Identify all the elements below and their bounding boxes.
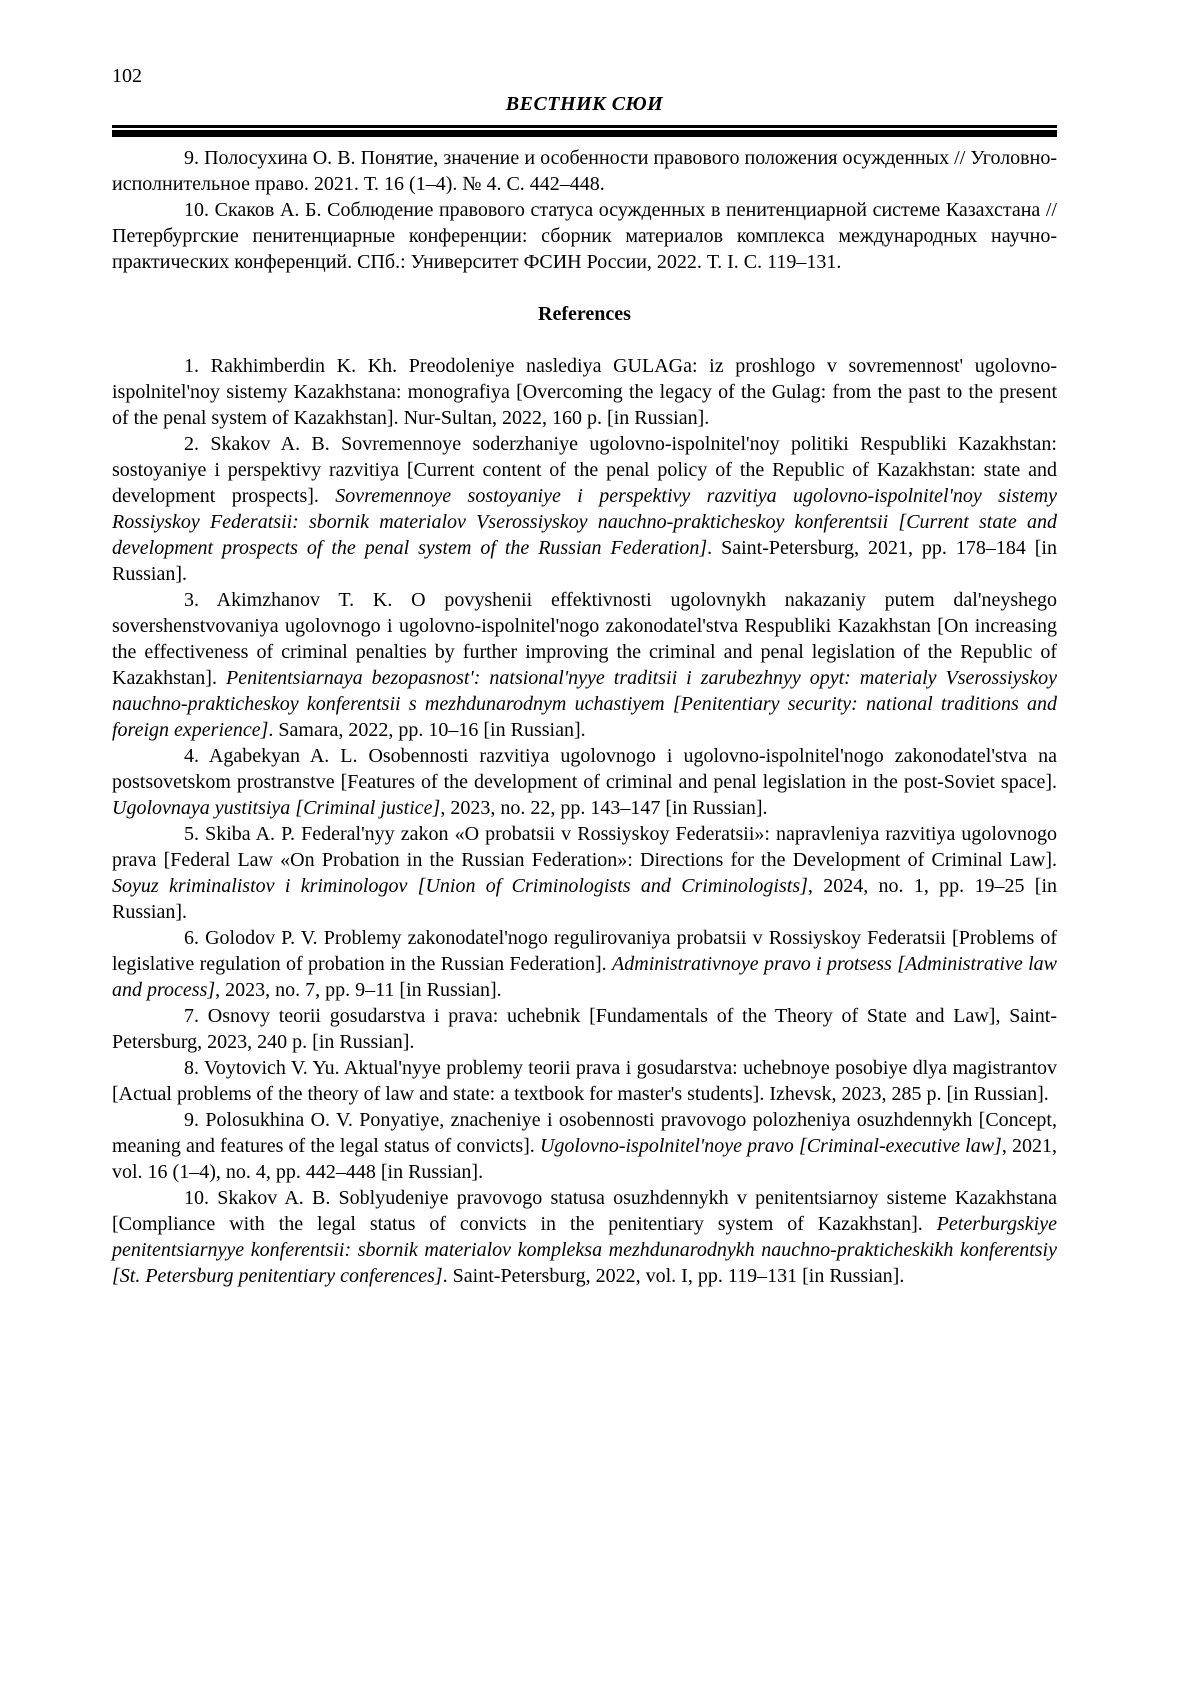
reference-source-title: Soyuz kriminalistov i kriminologov [Union of Criminologists and Criminologists] xyxy=(112,875,808,897)
reference-item xyxy=(112,1055,1057,1107)
reference-text: , 2024, no. 1, pp. 19–25 [in Russian]. xyxy=(112,875,1057,923)
reference-text: . Saint-Petersburg, 2021, pp. 178–184 [in Russian]. xyxy=(112,537,1057,585)
reference-item xyxy=(112,1185,1057,1289)
reference-item xyxy=(112,821,1057,925)
page-content xyxy=(112,0,1057,1289)
reference-item xyxy=(112,925,1057,1003)
reference-text: 10. Скаков А. Б. Соблюдение правового статуса осужденных в пенитенциарной системе Казахстана // Петербургские пенитенциарные конференции: сборник материалов комплекса международных научно-практических конференций. СПб.: Университет ФСИН России, 2022. Т. I. С. 119–131. xyxy=(112,199,1057,273)
reference-source-title: Peterburgskiye penitentsiarnyye konferentsii: sbornik materialov kompleksa mezhdunarodnykh nauchno-prakticheskikh konferentsiy [St. Petersburg penitentiary conferences] xyxy=(112,1213,1057,1287)
reference-source-title: Sovremennoye sostoyaniye i perspektivy razvitiya ugolovno-ispolnitel'noy sistemy Rossiyskoy Federatsii: sbornik materialov Vserossiyskoy nauchno-prakticheskoy konferentsii [Current state and development prospects of the penal system of the Russian Federation] xyxy=(112,485,1058,559)
reference-item xyxy=(112,1107,1057,1185)
reference-text: 1. Rakhimberdin K. Kh. Preodoleniye naslediya GULAGa: iz proshlogo v sovremennost' ugolovno-ispolnitel'noy sistemy Kazakhstana: monografiya [Overcoming the legacy of the Gulag: from the past to the present of the penal system of Kazakhstan]. Nur-Sultan, 2022, 160 p. [in Russian]. xyxy=(112,355,1057,429)
reference-source-title: Penitentsiarnaya bezopasnost': natsional'nyye traditsii i zarubezhnyy opyt: materialy Vserossiyskoy nauchno-prakticheskoy konferentsii s mezhdunarodnym uchastiyem [Penitentiary security: national traditions and foreign experience] xyxy=(112,667,1058,741)
reference-item xyxy=(112,743,1057,821)
reference-text: 6. Golodov P. V. Problemy zakonodatel'nogo regulirovaniya probatsii v Rossiyskoy Federatsii [Problems of legislative regulation of probation in the Russian Federation]. xyxy=(112,927,1057,975)
reference-source-title: Ugolovno-ispolnitel'noye pravo [Criminal-executive law] xyxy=(539,1135,1002,1157)
reference-text: . Samara, 2022, pp. 10–16 [in Russian]. xyxy=(268,719,586,741)
journal-header-title: ВЕСТНИК СЮИ xyxy=(505,93,664,115)
reference-text: 7. Osnovy teorii gosudarstva i prava: uchebnik [Fundamentals of the Theory of State and Law], Saint-Petersburg, 2023, 240 p. [in Russian]. xyxy=(112,1005,1057,1053)
reference-text: 9. Polosukhina O. V. Ponyatiye, znacheniye i osobennosti pravovogo polozheniya osuzhdennykh [Concept, meaning and features of the legal status of convicts]. xyxy=(112,1109,1057,1157)
header-double-rule xyxy=(112,125,1057,137)
reference-text: 8. Voytovich V. Yu. Aktual'nyye problemy teorii prava i gosudarstva: uchebnoye posobiye dlya magistrantov [Actual problems of the theory of law and state: a textbook for master's students]. Izhevsk, 2023, 285 p. [in Russian]. xyxy=(112,1057,1057,1105)
reference-text: 9. Полосухина О. В. Понятие, значение и особенности правового положения осужденных // Уголовно-исполнительное право. 2021. Т. 16 (1–4). № 4. С. 442–448. xyxy=(112,147,1057,195)
reference-text: , 2023, no. 22, pp. 143–147 [in Russian]. xyxy=(440,797,768,819)
reference-text: . Saint-Petersburg, 2022, vol. I, pp. 119–131 [in Russian]. xyxy=(442,1265,905,1287)
references-heading: References xyxy=(538,303,631,325)
reference-text: 2. Skakov A. B. Sovremennoye soderzhaniye ugolovno-ispolnitel'noy politiki Respubliki Kazakhstan: sostoyaniye i perspektivy razvitiya [Current content of the penal policy of the Republic of Kazakhstan: state and development prospects]. xyxy=(112,433,1057,507)
reference-text: 3. Akimzhanov T. K. O povyshenii effektivnosti ugolovnykh nakazaniy putem dal'neyshego sovershenstvovaniya ugolovnogo i ugolovno-ispolnitel'nogo zakonodatel'stva Respubliki Kazakhstan [On increasing the effectiveness of criminal penalties by further improving the criminal and penal legislation of the Republic of Kazakhstan]. xyxy=(112,589,1057,689)
reference-item xyxy=(112,197,1057,275)
reference-text: , 2021, vol. 16 (1–4), no. 4, pp. 442–448 [in Russian]. xyxy=(112,1135,1058,1183)
page-number: 102 xyxy=(112,65,142,87)
reference-item xyxy=(112,587,1057,743)
russian-references-list xyxy=(112,145,1057,275)
reference-item xyxy=(112,431,1057,587)
reference-source-title: Ugolovnaya yustitsiya [Criminal justice] xyxy=(112,797,441,819)
reference-text: , 2023, no. 7, pp. 9–11 [in Russian]. xyxy=(215,979,502,1001)
english-references-list xyxy=(112,353,1057,1289)
reference-item xyxy=(112,145,1057,197)
reference-text: 4. Agabekyan A. L. Osobennosti razvitiya ugolovnogo i ugolovno-ispolnitel'nogo zakonodatel'stva na postsovetskom prostranstve [Features of the development of criminal and penal legislation in the post-Soviet space]. xyxy=(112,745,1057,793)
reference-source-title: Administrativnoye pravo i protsess [Administrative law and process] xyxy=(112,953,1058,1001)
reference-text: 5. Skiba A. P. Federal'nyy zakon «O probatsii v Rossiyskoy Federatsii»: napravleniya razvitiya ugolovnogo prava [Federal Law «On Probation in the Russian Federation»: Directions for the Development of Criminal Law]. xyxy=(112,823,1057,871)
reference-text: 10. Skakov A. B. Soblyudeniye pravovogo statusa osuzhdennykh v penitentsiarnoy sisteme Kazakhstana [Compliance with the legal status of convicts in the penitentiary system of Kazakhstan]. xyxy=(112,1187,1057,1235)
reference-item xyxy=(112,1003,1057,1055)
reference-item xyxy=(112,353,1057,431)
